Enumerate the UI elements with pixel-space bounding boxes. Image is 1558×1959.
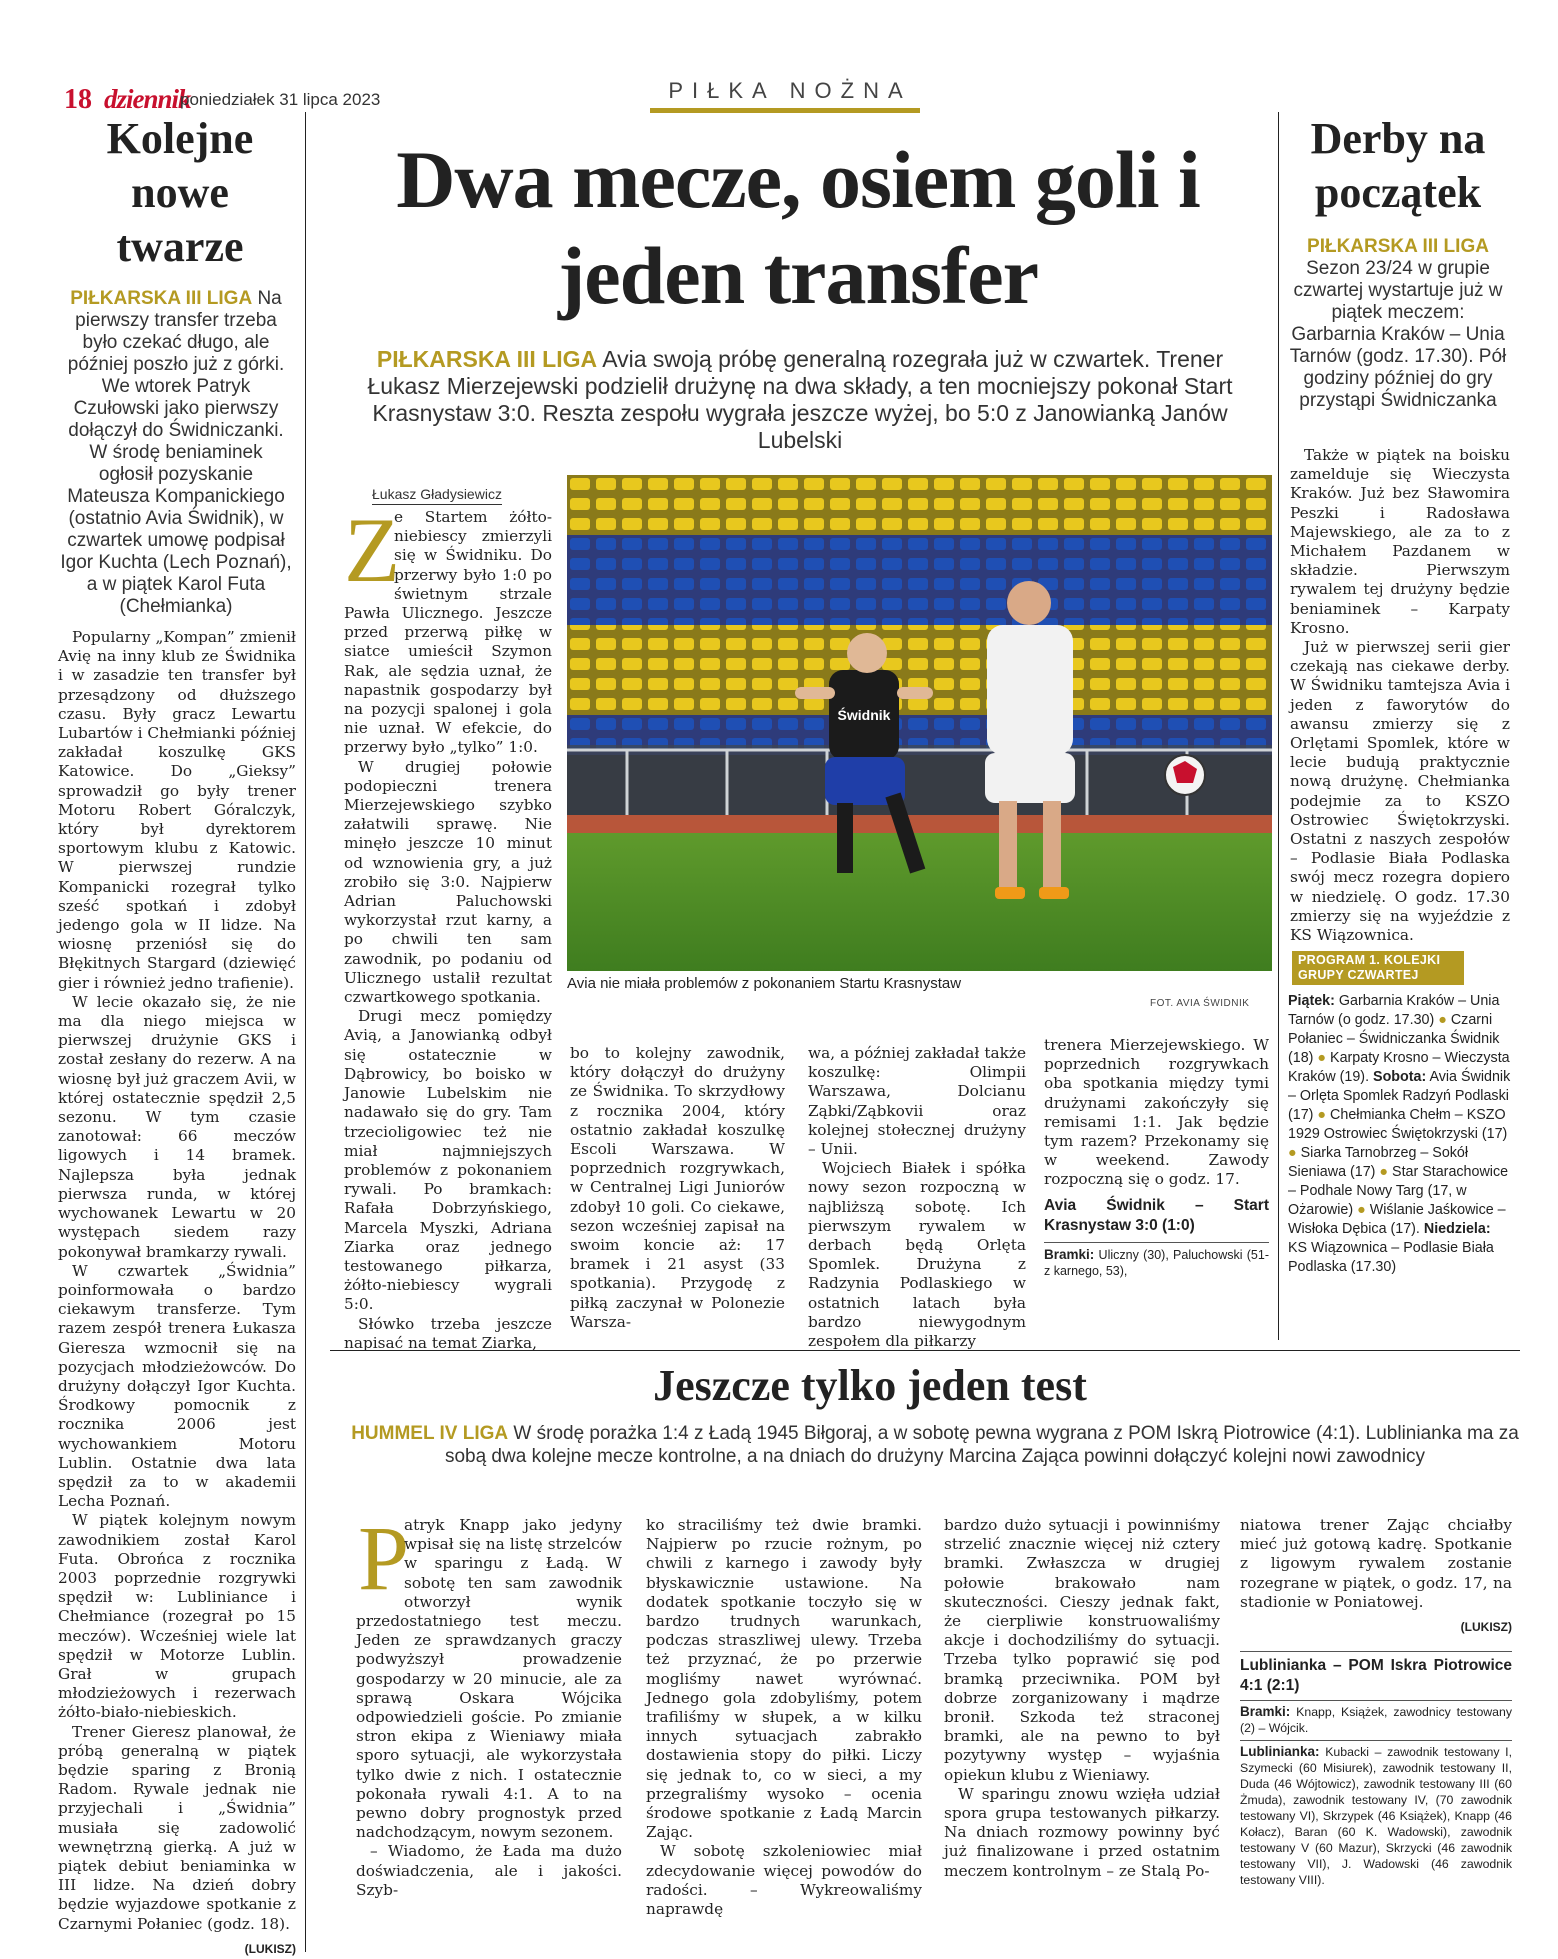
section-rule	[650, 108, 920, 113]
photo-caption: Avia nie miała problemów z pokonaniem Startu Krasnystaw	[567, 975, 962, 992]
paragraph: Popularny „Kompan” zmienił Avię na inny klub ze Świdnika i w zasadzie ten transfer był przesądzony od dłuższego czasu. Były gracz Lewartu Lubartów i Chełmianki później zakładał koszulkę GKS Katowice. Do „Gieksy” sprowadził go były trener Motoru Robert Góralczyk, który był dyrektorem sportowym klubu z Katowic. W pierwszej rundzie Kompanicki rozegrał tylko sześć spotkań i zdobył jedengo gola w II lidze. Na wiosnę przeniósł się do Błękitnych Stargard (dziewięć gier i również jedno trafienie).	[58, 628, 296, 992]
paragraph: ko straciliśmy też dwie bramki. Najpierw po rzucie rożnym, po chwili z karnego i zawody były błyskawicznie ustawione. Na dodatek spotkanie toczyło się w bardzo trudnych warunkach, podczas straszliwej ulewy. Trzeba też przyznać, że po przerwie mogliśmy nawet wyrównać. Jednego gola zdobyliśmy, potem trafiliśmy w słupek, a w kilku innych sytuacjach zabrakło dostawienia stopy do piłki. Liczy się jednak to, co w sieci, a my przegraliśmy wysoko – ocenia środowe spotkanie z Ładą Marcin Zając.	[646, 1516, 922, 1842]
fixture: Avia Świdnik – Orlęta Spomlek Radzyń Podlaski (17)	[1288, 1069, 1511, 1123]
fixture-program-header: PROGRAM 1. KOLEJKI GRUPY CZWARTEJ	[1292, 951, 1464, 985]
author-signature: (LUKISZ)	[1460, 1620, 1512, 1635]
bullet-icon: ●	[1317, 1107, 1327, 1123]
left-article-lead	[60, 288, 292, 618]
lineup-text: Kubacki – zawodnik testowany I, Szymecki (60 Misiurek), zawodnik testowany II, Duda (46 Wójtowicz), zawodnik testowany III (60 Żmuda), zawodnik testowany IV, (70 zawodnik testowany VI), Skrzypek (46 Książek), Knapp (46 Kołacz), Baran (60 K. Wadowski), zawodnik testowany V (60 Mazur), Skrzycki (46 zawodnik testowany VII), J. Wadowski (46 zawodnik testowany VIII).	[1240, 1745, 1512, 1888]
right-article-lead	[1288, 236, 1508, 412]
match-score: Avia Świdnik – Start Krasnystaw 3:0 (1:0)	[1044, 1196, 1269, 1234]
main-column-1	[344, 508, 552, 1353]
article-author: Łukasz Gładysiewicz	[372, 486, 502, 505]
match-details	[1240, 1700, 1512, 1888]
bullet-icon: ●	[1357, 1202, 1366, 1218]
fixture: KS Wiązownica – Podlasie Biała Podlaska (17.30)	[1288, 1240, 1494, 1275]
drop-cap-space	[356, 1516, 404, 1594]
bottom-column-2	[646, 1516, 922, 1919]
right-article-title: Derby na początek	[1310, 114, 1486, 217]
goals-text: Uliczny (30), Paluchowski (51-z karnego, 53),	[1044, 1247, 1269, 1278]
bottom-lead-text: W środę porażka 1:4 z Ładą 1945 Biłgoraj, a w sobotę pewna wygrana z POM Iskrą Piotrowice (4:1). Lublinianka ma za sobą dwa kolejne mecze kontrolne, a na dniach do drużyny Marcina Zająca powinni dołączyć kolejni nowi zawodnicy	[444, 1423, 1519, 1467]
main-article-title: Dwa mecze, osiem goli i jeden transfer	[396, 134, 1200, 321]
bottom-column-3	[944, 1516, 1220, 1881]
fixture: Chełmianka Chełm – KSZO 1929 Ostrowiec Świętokrzyski (17)	[1288, 1107, 1508, 1142]
paragraph: W czwartek „Świdnia” poinformowała o bardzo ciekawym transferze. Tym razem zespół trenera Łukasza Gieresza wzmocnił się na pozycjach młodzieżowców. Do drużyny dołączył Igor Kuchta. Środkowy pomocnik z rocznika 2006 jest wychowankiem Motoru Lublin. Ostatnie dwa lata spędził za to w akademii Lecha Poznań.	[58, 1261, 296, 1511]
photo-credit: FOT. AVIA ŚWIDNIK	[1150, 998, 1250, 1009]
left-lead-text: Na pierwszy transfer trzeba było czekać długo, ale później poszło już z górki. We wtorek Patryk Czułowski jako pierwszy dołączył do Świdniczanki. W środę beniaminek ogłosił pozyskanie Mateusza Kompanickiego (ostatnio Avia Świdnik), w czwartek umowę podpisał Igor Kuchta (Lech Poznań), a w piątek Karol Futa (Chełmianka)	[60, 288, 292, 617]
fixture: Star Starachowice – Podhale Nowy Targ (17, w Ożarowie)	[1288, 1164, 1509, 1218]
match-score: Lublinianka – POM Iskra Piotrowice 4:1 (2:1)	[1240, 1651, 1512, 1696]
paragraph: – Wiadomo, że Łada ma dużo doświadczenia, ale i jakości. Szyb-	[356, 1842, 622, 1899]
paragraph: W drugiej połowie podopieczni trenera Mierzejewskiego szybko załatwili sprawę. Nie minęło jeszcze 10 minut od wznowienia gry, a już zrobiło się 3:0. Najpierw Adrian Paluchowski wykorzystał rzut karny, a po chwili ten sam zawodnik, po podaniu od Ulicznego ustalił rezultat czwartkowego spotkania.	[344, 757, 552, 1007]
fixture: Czarni Połaniec – Świdniczanka Świdnik (18)	[1288, 1012, 1500, 1066]
left-article-body	[58, 628, 296, 1959]
bottom-kicker: HUMMEL IV LIGA	[351, 1423, 509, 1444]
newspaper-logo: dziennik	[104, 84, 191, 114]
left-kicker: PIŁKARSKA III LIGA	[70, 288, 253, 309]
paragraph-text: e Startem żółto-niebiescy zmierzyli się w Świdniku. Do przerwy było 1:0 po świetnym strzale Pawła Ulicznego. Jeszcze przed przerwą piłkę w siatce umieścił Szymon Rak, ale sędzia uznał, że napastnik gospodarzy był na pozycji spalonej i gola nie uznał. W efekcie, do przerwy było „tylko” 1:0.	[344, 508, 552, 757]
bottom-column-1	[356, 1516, 622, 1900]
fixture: Garbarnia Kraków – Unia Tarnów (o godz. 17.30)	[1288, 993, 1500, 1028]
paragraph: Trener Gieresz planował, że próbą generalną w piątek będzie sparing z Bronią Radom. Rywale jednak nie przyjechali i „Świdnia” musiała się zadowolić wewnętrzną gierką. A już w piątek debiut beniaminka w III lidze. Na dzień dobry będzie wyjazdowe spotkanie z Czarnymi Połaniec (godz. 18).	[58, 1722, 296, 1933]
paragraph: wa, a później zakładał także koszulkę: Olimpii Warszawa, Dolcianu Ząbki/Ząbkovii oraz kolejnej stołecznej drużyny – Unii.	[808, 1044, 1026, 1159]
lineup-label: Lublinianka:	[1240, 1744, 1320, 1760]
issue-date: poniedziałek 31 lipca 2023	[180, 90, 381, 109]
saturday-label: Sobota:	[1373, 1069, 1427, 1085]
main-kicker: PIŁKARSKA III LIGA	[376, 346, 598, 372]
paragraph	[344, 508, 552, 758]
bottom-article-title: Jeszcze tylko jeden test	[653, 1361, 1087, 1410]
paragraph: Wojciech Białek i spółka nowy sezon rozpoczną w najbliższą sobotę. Ich pierwszym rywalem w derbach będą Orlęta Spomlek. Drużyna z Radzynia Podlaskiego w ostatnich latach była bardzo niewygodnym zespołem dla piłkarzy	[808, 1159, 1026, 1351]
fixture: Karpaty Krosno – Wieczysta Kraków (19).	[1288, 1050, 1510, 1085]
match-photo	[567, 475, 1272, 971]
paragraph: W sobotę szkoleniowiec miał zdecydowanie więcej powodów do radości. – Wykreowaliśmy naprawdę	[646, 1842, 922, 1919]
match-goals	[1044, 1242, 1269, 1279]
paragraph: W piątek kolejnym nowym zawodnikiem został Karol Futa. Obrońca z rocznika 2003 poprzednie rozgrywki spędził w: Lubliniance i Chełmiance (rozegrał po 15 meczów). Wcześniej wiele lat spędził w Motorze Lublin. Grał w grupach młodzieżowych i rezerwach żółto-biało-niebieskich.	[58, 1511, 296, 1722]
paragraph: W sparingu znowu wzięła udział spora grupa testowanych piłkarzy. Na dniach rozmowy powinny być już finalizowane i przed ostatnim meczem kontrolnym – ze Stalą Po-	[944, 1784, 1220, 1880]
author-signature: (LUKISZ)	[244, 1941, 296, 1956]
fixture-program	[1288, 992, 1513, 1277]
paragraph: Drugi mecz pomiędzy Avią, a Janowianką odbył się ostatecznie w Dąbrowicy, bo boisko w Janowie Lubelskim nie nadawało się do gry. Tam trzecioligowiec też nie miał najmniejszych problemów z pokonaniem rywali. Po bramkach: Rafała Dobrzyńskiego, Marcela Myszki, Adriana Ziarka oraz jednego testowanego piłkarza, żółto-niebiescy wygrali 5:0.	[344, 1007, 552, 1314]
paragraph: bo to kolejny zawodnik, który dołączył do drużyny ze Świdnika. To skrzydłowy z rocznika 2004, który ostatnio zakładał koszulkę Escoli Warszawa. W poprzednich rozgrywkach, w Centralnej Ligi Juniorów zdobył 10 goli. Co ciekawe, sezon wcześniej zapisał na swoim koncie aż: 17 bramek i 21 asyst (33 spotkania). Przygodę z piłką zaczynał w Polonezie Warsza-	[570, 1044, 785, 1331]
main-column-4	[1044, 1036, 1269, 1279]
right-article-body	[1290, 446, 1510, 945]
bullet-icon: ●	[1379, 1164, 1389, 1180]
paragraph: Także w piątek na boisku zamelduje się Wieczysta Kraków. Już bez Sławomira Peszki i Radosława Majewskiego, ale za to z Michałem Pazdanem w składzie. Pierwszym rywalem tej drużyny będzie beniaminek – Karpaty Krosno.	[1290, 446, 1510, 637]
goals-block	[1240, 1700, 1512, 1736]
main-column-2	[570, 1044, 785, 1332]
main-lead-text: Avia swoją próbę generalną rozegrała już w czwartek. Trener Łukasz Mierzejewski podzielił drużynę na dwa składy, a ten mocniejszy pokonał Start Krasnystaw 3:0. Reszta zespołu wygrała jeszcze wyżej, bo 5:0 z Janowianką Janów Lubelski	[367, 346, 1233, 453]
bottom-article-lead	[350, 1422, 1520, 1468]
sunday-label: Niedziela:	[1423, 1221, 1491, 1237]
page-number: 18	[64, 84, 92, 115]
right-lead-text: Sezon 23/24 w grupie czwartej wystartuje już w piątek meczem: Garbarnia Kraków – Unia Tarnów (godz. 17.30). Pół godziny później do gry przystąpi Świdniczanka	[1289, 258, 1507, 411]
paragraph: W lecie okazało się, że nie ma dla niego miejsca w pierwszej drużynie GKS i został zesłany do rezerw. A na wiosnę był już graczem Avii, w której ostatecznie spędził 2,5 sezonu. W tym czasie zanotował: 66 meczów ligowych i 14 bramek. Najlepsza była jednak pierwsza runda, w której wychowanek Lewartu w 20 występach siedem razy pokonywał bramkarzy rywali.	[58, 992, 296, 1261]
fixture: Siarka Tarnobrzeg – Sokół Sieniawa (17)	[1288, 1145, 1469, 1180]
goals-label: Bramki:	[1044, 1246, 1095, 1262]
drop-cap: Z	[344, 499, 401, 601]
paragraph: niatowa trener Zając chciałby mieć już gotową kadrę. Spotkanie z ligowym rywalem zostanie rozegrane w piątek, o godz. 17, na stadionie w Poniatowej.	[1240, 1516, 1512, 1611]
lineup-block	[1240, 1740, 1512, 1888]
drop-cap-space	[344, 508, 394, 586]
paragraph: trenera Mierzejewskiego. W poprzednich rozgrywkach oba spotkania między tymi drużynami zakończyły się remisami 1:1. Jak będzie tym razem? Przekonamy się w weekend. Zawody rozpoczną się o godz. 17.	[1044, 1036, 1269, 1189]
paragraph	[356, 1516, 622, 1842]
bullet-icon: ●	[1317, 1050, 1327, 1066]
fixture: Wiślanie Jaśkowice – Wisłoka Dębica (17).	[1288, 1202, 1506, 1237]
right-kicker: PIŁKARSKA III LIGA	[1307, 236, 1489, 257]
paragraph: Słówko trzeba jeszcze napisać na temat Ziarka,	[344, 1314, 552, 1352]
bottom-column-4	[1240, 1516, 1512, 1888]
left-column-divider	[305, 112, 306, 1952]
friday-label: Piątek:	[1288, 993, 1335, 1009]
drop-cap: P	[358, 1507, 410, 1609]
bullet-icon: ●	[1288, 1145, 1297, 1161]
left-article-title: Kolejne nowe twarze	[106, 114, 254, 271]
paragraph-text: atryk Knapp jako jedyny wpisał się na listę strzelców w sparingu z Ładą. W sobotę ten sam zawodnik otworzył wynik przedostatniego test meczu. Jeden ze sprawdzanych graczy podwyższył prowadzenie gospodarzy w 20 minucie, ale za sprawą Oskara Wójcika odpowiedzieli goście. Po zmianie stron ekipa z Wieniawy miała sporo sytuacji, ale wykorzystała tylko dwie z nich. I ostatecznie pokonała rywali 4:1. A to na pewno dobry prognostyk przed nadchodzącym, nowym sezonem.	[356, 1516, 622, 1842]
paragraph: Już w pierwszej serii gier czekają nas ciekawe derby. W Świdniku tamtejsza Avia i jeden z faworytów do awansu zmierzy się z Orlętami Spomlek, które w lecie budują praktycznie nową drużynę. Chełmianka podejmie za to KSZO Ostrowiec Świętokrzyski. Ostatni z naszych zespołów – Podlasie Biała Podlaska swój mecz rozegra dopiero w niedzielę. O godz. 17.30 zmierzy się na wyjeździe z KS Wiązownica.	[1290, 638, 1511, 945]
main-article-lead	[345, 346, 1255, 454]
paragraph: bardzo dużo sytuacji i powinniśmy strzelić znacznie więcej niż cztery bramki. Zwłaszcza w drugiej połowie brakowało nam skuteczności. Cieszy jednak fakt, że cierpliwie konstruowaliśmy akcje i dochodziliśmy do sytuacji. Trzeba tylko poprawić się pod bramką przeciwnika. POM był dobrze zorganizowany i mądrze bronił. Szkoda też straconej bramki, ale na pewno to był pozytywny występ – wyjaśnia opiekun klubu z Wieniawy.	[944, 1516, 1220, 1784]
shirt-sponsor-text: Świdnik	[837, 707, 891, 723]
right-column-divider	[1278, 112, 1279, 1340]
goals-text: Knapp, Książek, zawodnicy testowany (2) – Wójcik.	[1240, 1705, 1512, 1736]
main-column-3	[808, 1044, 1026, 1351]
bullet-icon: ●	[1438, 1012, 1447, 1028]
goals-label: Bramki:	[1240, 1704, 1291, 1720]
section-header: PIŁKA NOŻNA	[668, 78, 912, 103]
